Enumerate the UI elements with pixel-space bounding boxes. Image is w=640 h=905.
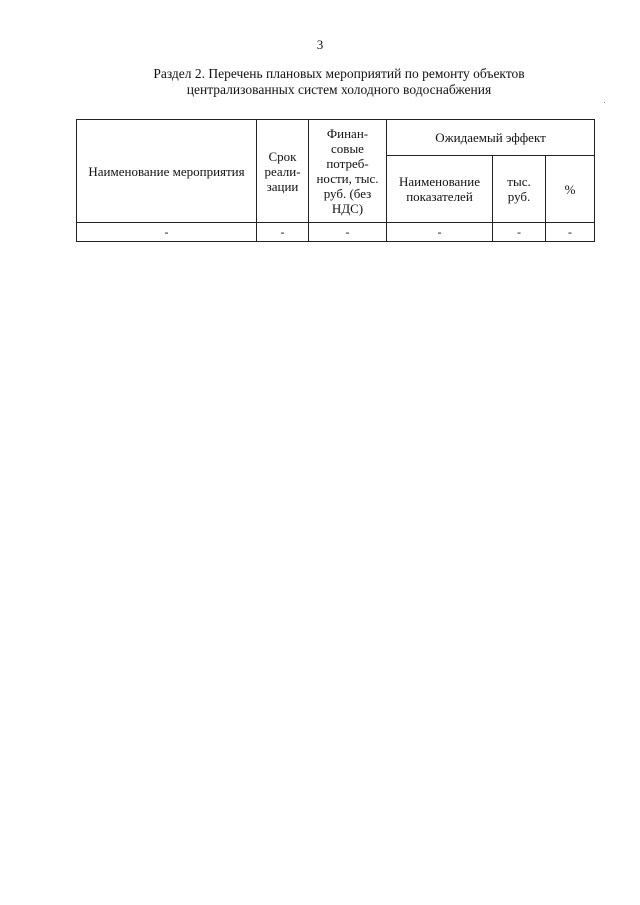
header-term-text: Срок реали-зации <box>264 148 301 194</box>
section-title-line-2: централизованных систем холодного водоснабжения <box>186 82 492 97</box>
header-term <box>257 120 309 223</box>
planned-measures-table <box>76 119 595 242</box>
header-percent <box>546 156 595 223</box>
header-thousand-rub <box>493 156 546 223</box>
cell-thousand-rub: - <box>493 223 546 242</box>
cell-financial-needs: - <box>309 223 387 242</box>
header-indicator-name-text: Наименование показателей <box>399 174 480 204</box>
header-thousand-rub-text: тыс. руб. <box>507 174 531 204</box>
header-expected-effect-text: Ожидаемый эффект <box>435 130 546 145</box>
header-financial-needs <box>309 120 387 223</box>
scan-speck <box>604 102 605 103</box>
cell-indicator-name: - <box>387 223 493 242</box>
cell-measure-name: - <box>77 223 257 242</box>
header-expected-effect <box>387 120 595 156</box>
table-row <box>77 223 595 242</box>
section-title-line-1: Раздел 2. Перечень плановых мероприятий по ремонту объектов <box>153 66 525 81</box>
cell-term: - <box>257 223 309 242</box>
section-title <box>100 66 578 98</box>
header-indicator-name <box>387 156 493 223</box>
header-percent-text: % <box>564 181 576 197</box>
page-number: 3 <box>316 37 324 52</box>
header-measure-name-text: Наименование мероприятия <box>88 163 245 179</box>
header-measure-name <box>77 120 257 223</box>
header-financial-needs-text: Финан-совые потреб-ности, тыс. руб. (без НДС) <box>316 126 379 216</box>
cell-percent: - <box>546 223 595 242</box>
